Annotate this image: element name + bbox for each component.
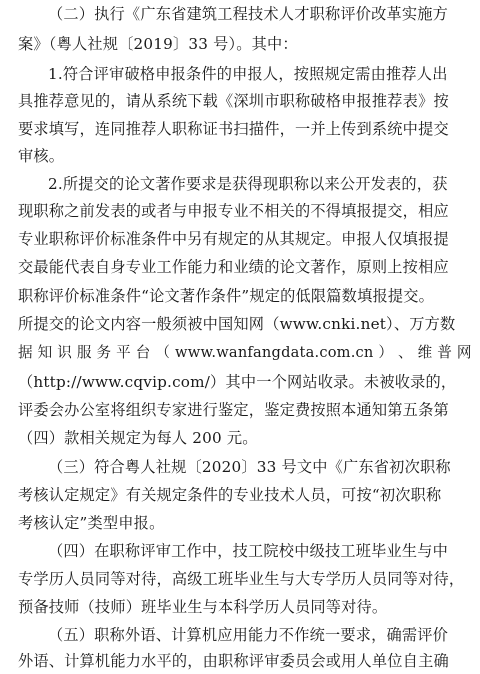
text-line: 评委会办公室将组织专家进行鉴定，鉴定费按照本通知第五条第 [18,401,449,419]
text-line: （二）执行《广东省建筑工程技术人才职称评价改革实施方 [48,5,449,23]
text-line: 案》（粤人社规〔2019〕33 号）。其中： [18,35,298,53]
text-line: 现职称之前发表的或者与申报专业不相关的不得填报提交，相应 [18,202,449,220]
text-line: 外语、计算机能力水平的，由职称评审委员会或用人单位自主确 [18,652,449,670]
text-line: 审核。 [18,147,65,165]
text-line: 所提交的论文内容一般须被中国知网（www.cnki.net）、万方数 [18,315,456,333]
text-line: 专业职称评价标准条件中另有规定的从其规定。申报人仅填报提 [18,230,449,248]
text-line: （四）款相关规定为每人 200 元。 [18,429,258,447]
text-line: 考核认定”类型申报。 [18,514,165,532]
text-line: 2.所提交的论文著作要求是获得现职称以来公开发表的，获 [48,175,448,193]
text-line: （四）在职称评审工作中，技工院校中级技工班毕业生与中 [48,542,449,560]
text-line: （http://www.cqvip.com/）其中一个网站收录。未被收录的， [18,373,457,391]
text-line: （三）符合粤人社规〔2020〕33 号文中《广东省初次职称 [48,458,451,476]
text-line: 要求填写，连同推荐人职称证书扫描件，一并上传到系统中提交 [18,120,449,138]
text-line: 具推荐意见的，请从系统下载《深圳市职称破格申报推荐表》按 [18,92,449,110]
text-line: 据 知 识 服 务 平 台 （ www.wanfangdata.com.cn ） 、 维 普 网 [18,344,472,361]
text-line: （五）职称外语、计算机应用能力不作统一要求，确需评价 [48,626,449,644]
text-line: 考核认定规定》有关规定条件的专业技术人员，可按“初次职称 [18,486,442,504]
text-line: 交最能代表自身专业工作能力和业绩的论文著作，原则上按相应 [18,258,449,276]
text-line: 专学历人员同等对待，高级工班毕业生与大专学历人员同等对待， [18,570,465,588]
text-line: 1.符合评审破格申报条件的申报人，按照规定需由推荐人出 [48,65,448,83]
text-line: 预备技师（技师）班毕业生与本科学历人员同等对待。 [18,598,388,616]
text-line: 职称评价标准条件“论文著作条件”规定的低限篇数填报提交。 [18,287,435,305]
